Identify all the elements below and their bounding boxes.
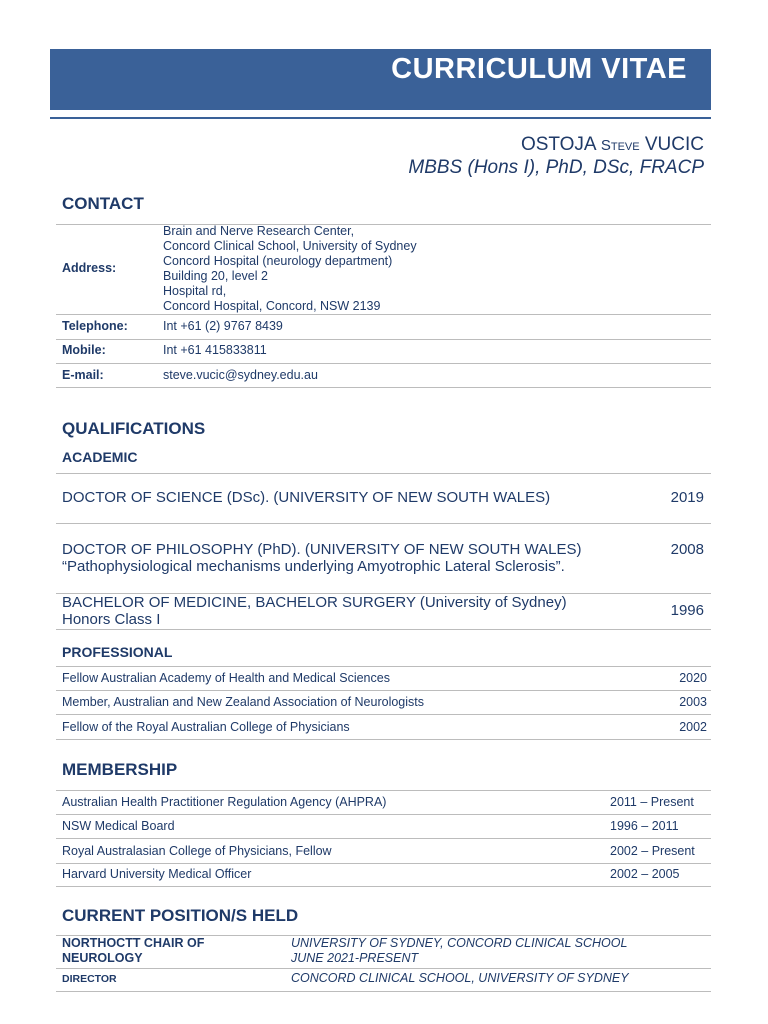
header-rule xyxy=(50,117,711,119)
divider xyxy=(56,339,711,340)
academic-degree: DOCTOR OF PHILOSOPHY (PhD). (UNIVERSITY OF NEW SOUTH WALES) xyxy=(62,541,582,558)
position-title: NORTHOCTT CHAIR OF NEUROLOGY xyxy=(62,936,205,965)
middle-name: Steve xyxy=(600,137,640,154)
mobile-label: Mobile: xyxy=(62,343,106,357)
academic-heading: ACADEMIC xyxy=(62,449,138,465)
divider xyxy=(56,886,711,887)
divider xyxy=(56,790,711,791)
telephone-label: Telephone: xyxy=(62,319,128,333)
divider xyxy=(56,666,711,667)
person-degrees: MBBS (Hons I), PhD, DSc, FRACP xyxy=(408,157,704,178)
professional-item: Fellow Australian Academy of Health and Medical Sciences xyxy=(62,671,390,685)
divider xyxy=(56,690,711,691)
membership-heading: MEMBERSHIP xyxy=(62,760,178,779)
divider xyxy=(56,473,711,474)
membership-years: 2011 – Present xyxy=(610,795,694,809)
divider xyxy=(56,814,711,815)
contact-heading: CONTACT xyxy=(62,194,144,213)
divider xyxy=(56,714,711,715)
qualifications-heading: QUALIFICATIONS xyxy=(62,419,206,438)
membership-years: 1996 – 2011 xyxy=(610,819,679,833)
professional-item: Fellow of the Royal Australian College of Physicians xyxy=(62,720,350,734)
divider xyxy=(56,991,711,992)
header-banner xyxy=(50,49,711,110)
position-dates: JUNE 2021-PRESENT xyxy=(291,951,419,965)
professional-year: 2002 xyxy=(679,720,707,734)
professional-heading: PROFESSIONAL xyxy=(62,644,173,660)
address-line: Concord Hospital, Concord, NSW 2139 xyxy=(163,299,381,313)
academic-year: 2019 xyxy=(670,489,704,506)
address-line: Hospital rd, xyxy=(163,284,227,298)
membership-years: 2002 – Present xyxy=(610,844,695,858)
academic-year: 1996 xyxy=(670,602,704,619)
mobile-value: Int +61 415833811 xyxy=(163,343,267,357)
academic-year: 2008 xyxy=(670,541,704,558)
divider xyxy=(56,739,711,740)
position-org: CONCORD CLINICAL SCHOOL, UNIVERSITY OF SYDNEY xyxy=(291,971,629,985)
divider xyxy=(56,363,711,364)
person-name xyxy=(521,134,704,156)
address-line: Concord Hospital (neurology department) xyxy=(163,254,393,268)
email-label: E-mail: xyxy=(62,368,104,382)
last-name: VUCIC xyxy=(639,134,704,155)
address-line: Brain and Nerve Research Center, xyxy=(163,224,355,238)
membership-item: Australian Health Practitioner Regulation Agency (AHPRA) xyxy=(62,795,387,809)
divider xyxy=(56,863,711,864)
positions-heading: CURRENT POSITION/S HELD xyxy=(62,906,299,925)
membership-item: NSW Medical Board xyxy=(62,819,175,833)
divider xyxy=(56,314,711,315)
divider xyxy=(56,387,711,388)
divider xyxy=(56,629,711,630)
professional-item: Member, Australian and New Zealand Association of Neurologists xyxy=(62,695,424,709)
email-link[interactable]: steve.vucic@sydney.edu.au xyxy=(163,368,318,382)
academic-thesis: “Pathophysiological mechanisms underlying Amyotrophic Lateral Sclerosis”. xyxy=(62,558,565,575)
position-org: UNIVERSITY OF SYDNEY, CONCORD CLINICAL SCHOOL xyxy=(291,936,628,950)
academic-honors: Honors Class I xyxy=(62,611,161,628)
divider xyxy=(56,523,711,524)
professional-year: 2020 xyxy=(679,671,707,685)
divider xyxy=(56,968,711,969)
membership-item: Royal Australasian College of Physicians, Fellow xyxy=(62,844,332,858)
address-label: Address: xyxy=(62,261,117,275)
professional-year: 2003 xyxy=(679,695,707,709)
address-line: Building 20, level 2 xyxy=(163,269,268,283)
divider xyxy=(56,838,711,839)
address-block xyxy=(163,224,417,314)
first-name: OSTOJA xyxy=(520,134,601,155)
academic-degree: BACHELOR OF MEDICINE, BACHELOR SURGERY (University of Sydney) xyxy=(62,594,567,611)
address-line: Concord Clinical School, University of Sydney xyxy=(163,239,417,253)
membership-item: Harvard University Medical Officer xyxy=(62,867,252,881)
telephone-value: Int +61 (2) 9767 8439 xyxy=(163,319,283,333)
document-title: CURRICULUM VITAE xyxy=(391,53,687,85)
academic-degree: DOCTOR OF SCIENCE (DSc). (UNIVERSITY OF NEW SOUTH WALES) xyxy=(62,489,551,506)
position-title: DIRECTOR xyxy=(62,973,117,985)
membership-years: 2002 – 2005 xyxy=(610,867,680,881)
